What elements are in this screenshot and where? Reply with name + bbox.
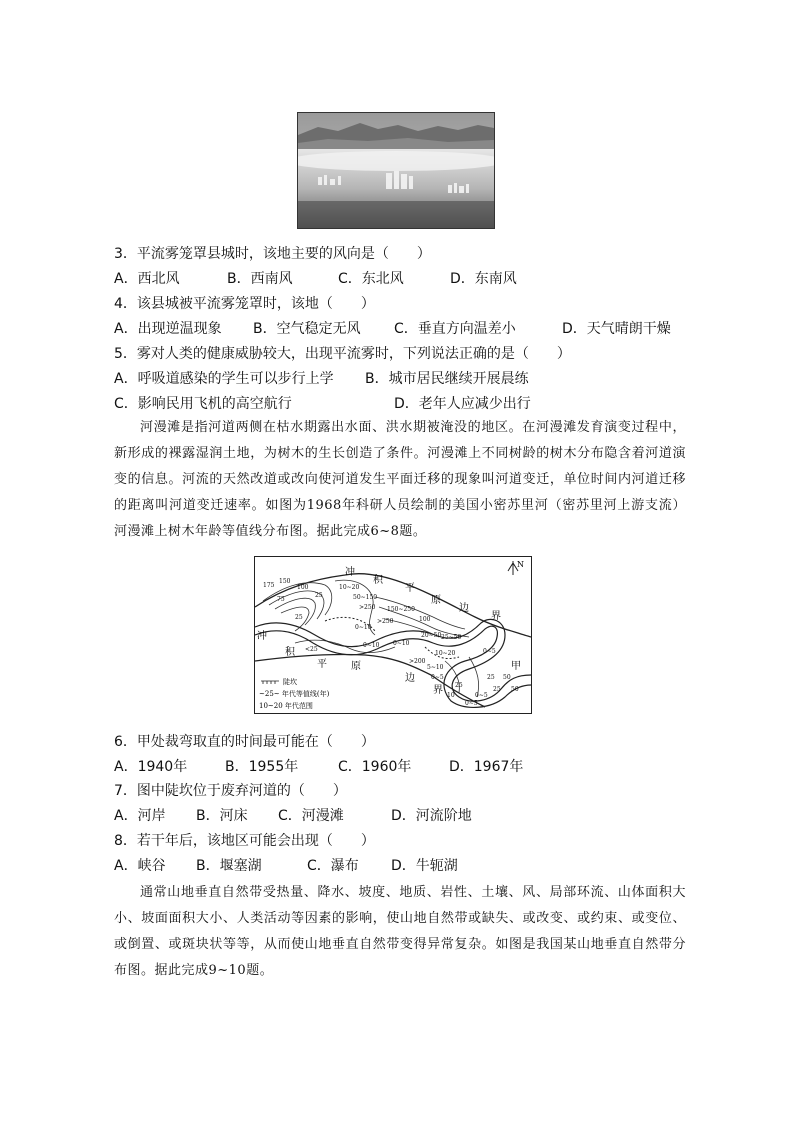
map-legend: [259, 677, 330, 710]
passage-mountain-zones-text: 通常山地垂直自然带受热量、降水、坡度、地质、岩性、土壤、风、局部环流、山体面积大小、坡面面积大小、人类活动等因素的影响，使山地自然带或缺失、或改变、或约束、或变位、或倒置、或斑块状等等，从而使山地垂直自然带变得异常复杂。如图是我国某山地垂直自然带分布图。据此完成9~10题。: [114, 885, 686, 978]
q7-option-d: D．河流阶地: [391, 808, 472, 824]
scarp-legend-icon: [261, 681, 279, 684]
contour-label-5: 10~20: [339, 584, 360, 591]
contour-label-22: 0~5: [431, 674, 444, 681]
contour-label-29: 50: [511, 686, 519, 693]
plain-label-bottom-3: 原: [351, 661, 361, 672]
q4-option-c: C．垂直方向温差小: [394, 321, 516, 337]
q3-option-c: C．东北风: [338, 271, 404, 287]
contour-label-25: 25: [493, 686, 501, 693]
river-bank-outer: [255, 619, 531, 701]
contour-label-4: 25: [315, 592, 323, 599]
plain-label-top-3: 原: [431, 595, 441, 606]
q7-stem: 7．图中陡坎位于废弃河道的（ ）: [114, 783, 347, 799]
plain-label-bottom-4: 边: [405, 673, 415, 684]
q7-option-c: C．河漫滩: [278, 808, 344, 824]
q7-option-a: A．河岸: [114, 808, 166, 824]
q4-option-b: B．空气稳定无风: [253, 321, 361, 337]
contour-label-11: >250: [377, 618, 394, 625]
passage-floodplain: [114, 415, 686, 545]
contour-label-17: 0~5: [483, 648, 496, 655]
contour-label-1: 150: [279, 578, 291, 585]
q4-option-a: A．出现逆温现象: [114, 321, 222, 337]
q5-option-b: B．城市居民继续开展晨练: [365, 371, 529, 387]
passage-floodplain-text: 河漫滩是指河道两侧在枯水期露出水面、洪水期被淹没的地区。在河漫滩发育演变过程中，新形成的裸露湿润土地，为树木的生长创造了条件。河漫滩上不同树龄的树木分布隐含着河道演变的信息。河流的天然改道或改向使河道发生平面迁移的现象叫河道变迁，单位时间内河道迁移的距离叫河道变迁速率。如图为1968年科研人员绘制的美国小密苏里河（密苏里河上游支流）河漫滩上树木年龄等值线分布图。据此完成6~8题。: [114, 420, 686, 539]
legend-range: 10~20 年代范围: [259, 702, 313, 710]
plain-label-top-0: 冲: [345, 567, 355, 578]
q5-option-c: C．影响民用飞机的高空航行: [114, 396, 292, 412]
q7-option-b: B．河床: [196, 808, 248, 824]
contour-label-23: 25: [455, 682, 463, 689]
q6-option-c: C．1960年: [338, 759, 412, 775]
q5-option-a: A．呼吸道感染的学生可以步行上学: [114, 371, 334, 387]
contour-label-9: 100: [419, 616, 431, 623]
legend-isoline: ~25~ 年代等值线(年): [259, 690, 330, 698]
contour-label-10: 25: [295, 614, 303, 621]
q8-option-b: B．堰塞湖: [196, 858, 262, 874]
q8-option-d: D．牛轭湖: [391, 858, 458, 874]
contour-label-8: 150~250: [387, 606, 415, 613]
q4-stem: 4．该县城被平流雾笼罩时，该地（ ）: [114, 296, 375, 312]
q5-stem: 5．雾对人类的健康威胁较大，出现平流雾时，下列说法正确的是（ ）: [114, 346, 571, 362]
q3-option-d: D．东南风: [450, 271, 517, 287]
q5-option-d: D．老年人应减少出行: [394, 396, 531, 412]
plain-label-bottom-1: 积: [285, 647, 295, 658]
contour-label-20: >200: [409, 658, 426, 665]
contour-label-16: 25~50: [441, 634, 462, 641]
contour-label-30: 25: [487, 674, 495, 681]
contour-label-26: 0~5: [475, 692, 488, 699]
q3-option-a: A．西北风: [114, 271, 180, 287]
contour-label-24: 50: [503, 674, 511, 681]
contour-label-6: 50~150: [353, 594, 378, 601]
contour-label-0: 175: [263, 582, 275, 589]
q8-option-a: A．峡谷: [114, 858, 166, 874]
passage-mountain-zones: [114, 880, 686, 984]
contour-label-7: >250: [359, 604, 376, 611]
contour-label-3: 75: [277, 596, 285, 603]
q3-option-b: B．西南风: [227, 271, 293, 287]
contour-label-28: 0~5: [465, 700, 478, 707]
plain-label-top-4: 边: [459, 603, 469, 614]
contour-label-21: 5~10: [427, 664, 444, 671]
q6-option-b: B．1955年: [225, 759, 299, 775]
q8-stem: 8．若干年后，该地区可能会出现（ ）: [114, 833, 375, 849]
contour-label-15: 20~50: [421, 632, 442, 639]
plain-label-bottom-5: 界: [433, 685, 443, 696]
plain-label-bottom-0: 冲: [257, 631, 267, 642]
contour-label-12: 0~10: [355, 624, 372, 631]
plain-label-top-2: 平: [405, 583, 415, 594]
point-jia-label: 甲: [511, 661, 521, 672]
contour-label-2: 100: [297, 584, 309, 591]
contour-label-18: 0~10: [393, 640, 410, 647]
q6-stem: 6．甲处裁弯取直的时间最可能在（ ）: [114, 734, 375, 750]
plain-label-top-5: 界: [491, 611, 501, 622]
north-label: N: [517, 560, 524, 569]
fog-photo: [297, 112, 495, 229]
q6-option-d: D．1967年: [449, 759, 524, 775]
q3-stem: 3．平流雾笼罩县城时，该地主要的风向是（ ）: [114, 246, 431, 262]
contour-label-19: 10~20: [435, 650, 456, 657]
plain-label-top-1: 积: [373, 575, 383, 586]
q4-option-d: D．天气晴朗干燥: [562, 321, 671, 337]
contour-label-14: 0~10: [363, 642, 380, 649]
plain-label-bottom-2: 平: [317, 659, 327, 670]
legend-scarp: 陡坎: [283, 678, 297, 686]
q8-option-c: C．瀑布: [307, 858, 359, 874]
floodplain-tree-age-map: [254, 556, 532, 714]
contour-label-13: <25: [305, 646, 318, 653]
q6-option-a: A．1940年: [114, 759, 188, 775]
contour-label-27: 10: [447, 692, 455, 699]
